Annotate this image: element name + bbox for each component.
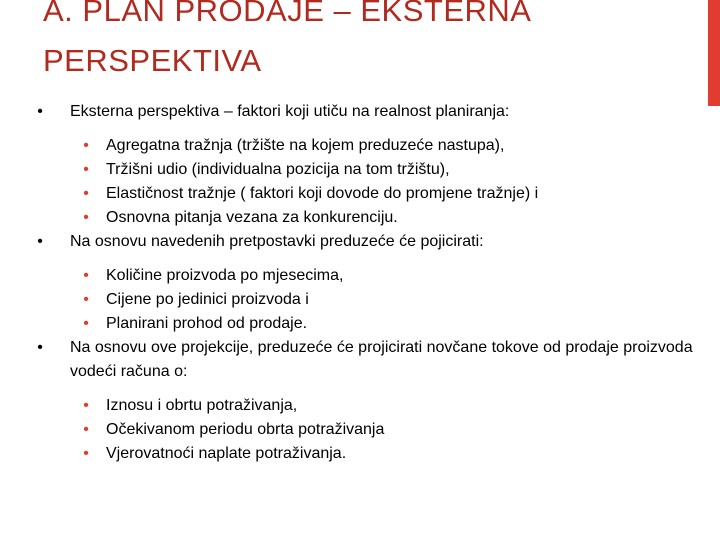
- bullet-sales-assumptions: [30, 230, 700, 254]
- title-line-1: A. PLAN PRODAJE – EKSTERNA: [43, 0, 532, 28]
- sub-bullet-text: Vjerovatnoći naplate potraživanja.: [106, 445, 347, 462]
- bullet-external-perspective: [30, 100, 700, 124]
- slide-body: [30, 100, 700, 466]
- bullet-text: Eksterna perspektiva – faktori koji utiču na realnost planiranja:: [70, 103, 510, 120]
- sub-bullet: [30, 264, 700, 288]
- bullet-icon: •: [83, 291, 89, 308]
- bullet-icon: •: [37, 103, 43, 120]
- sub-bullet-text: Agregatna tražnja (tržište na kojem preduzeće nastupa),: [106, 137, 505, 154]
- sub-bullet-text: Tržišni udio (individualna pozicija na tom tržištu),: [106, 161, 450, 178]
- sub-list: [30, 134, 700, 230]
- sub-bullet: [30, 442, 700, 466]
- sub-bullet: [30, 134, 700, 158]
- sub-bullet-text: Očekivanom periodu obrta potraživanja: [106, 421, 385, 438]
- sub-bullet: [30, 182, 700, 206]
- title-line-2: PERSPEKTIVA: [43, 43, 262, 78]
- bullet-icon: •: [37, 339, 43, 356]
- sub-list: [30, 264, 700, 336]
- sub-bullet: [30, 394, 700, 418]
- slide-title: [43, 0, 693, 86]
- sub-list: [30, 394, 700, 466]
- bullet-icon: •: [83, 315, 89, 332]
- bullet-cash-flow-projection: [30, 336, 700, 384]
- sub-bullet: [30, 288, 700, 312]
- sub-bullet: [30, 206, 700, 230]
- accent-bar: [708, 0, 720, 106]
- bullet-icon: •: [83, 421, 89, 438]
- sub-bullet: [30, 418, 700, 442]
- sub-bullet: [30, 312, 700, 336]
- bullet-icon: •: [83, 137, 89, 154]
- bullet-icon: •: [83, 161, 89, 178]
- bullet-icon: •: [83, 209, 89, 226]
- sub-bullet-text: Iznosu i obrtu potraživanja,: [106, 397, 298, 414]
- sub-bullet-text: Elastičnost tražnje ( faktori koji dovode do promjene tražnje) i: [106, 185, 539, 202]
- bullet-icon: •: [83, 185, 89, 202]
- bullet-icon: •: [83, 267, 89, 284]
- bullet-icon: •: [83, 445, 89, 462]
- sub-bullet-text: Planirani prohod od prodaje.: [106, 315, 308, 332]
- sub-bullet-text: Cijene po jedinici proizvoda i: [106, 291, 309, 308]
- sub-bullet-text: Osnovna pitanja vezana za konkurenciju.: [106, 209, 398, 226]
- bullet-icon: •: [83, 397, 89, 414]
- sub-bullet: [30, 158, 700, 182]
- bullet-text: Na osnovu navedenih pretpostavki preduzeće će pojicirati:: [70, 233, 484, 250]
- bullet-icon: •: [37, 233, 43, 250]
- bullet-text: Na osnovu ove projekcije, preduzeće će projicirati novčane tokove od prodaje proizvoda vodeći računa o:: [70, 339, 693, 380]
- sub-bullet-text: Količine proizvoda po mjesecima,: [106, 267, 344, 284]
